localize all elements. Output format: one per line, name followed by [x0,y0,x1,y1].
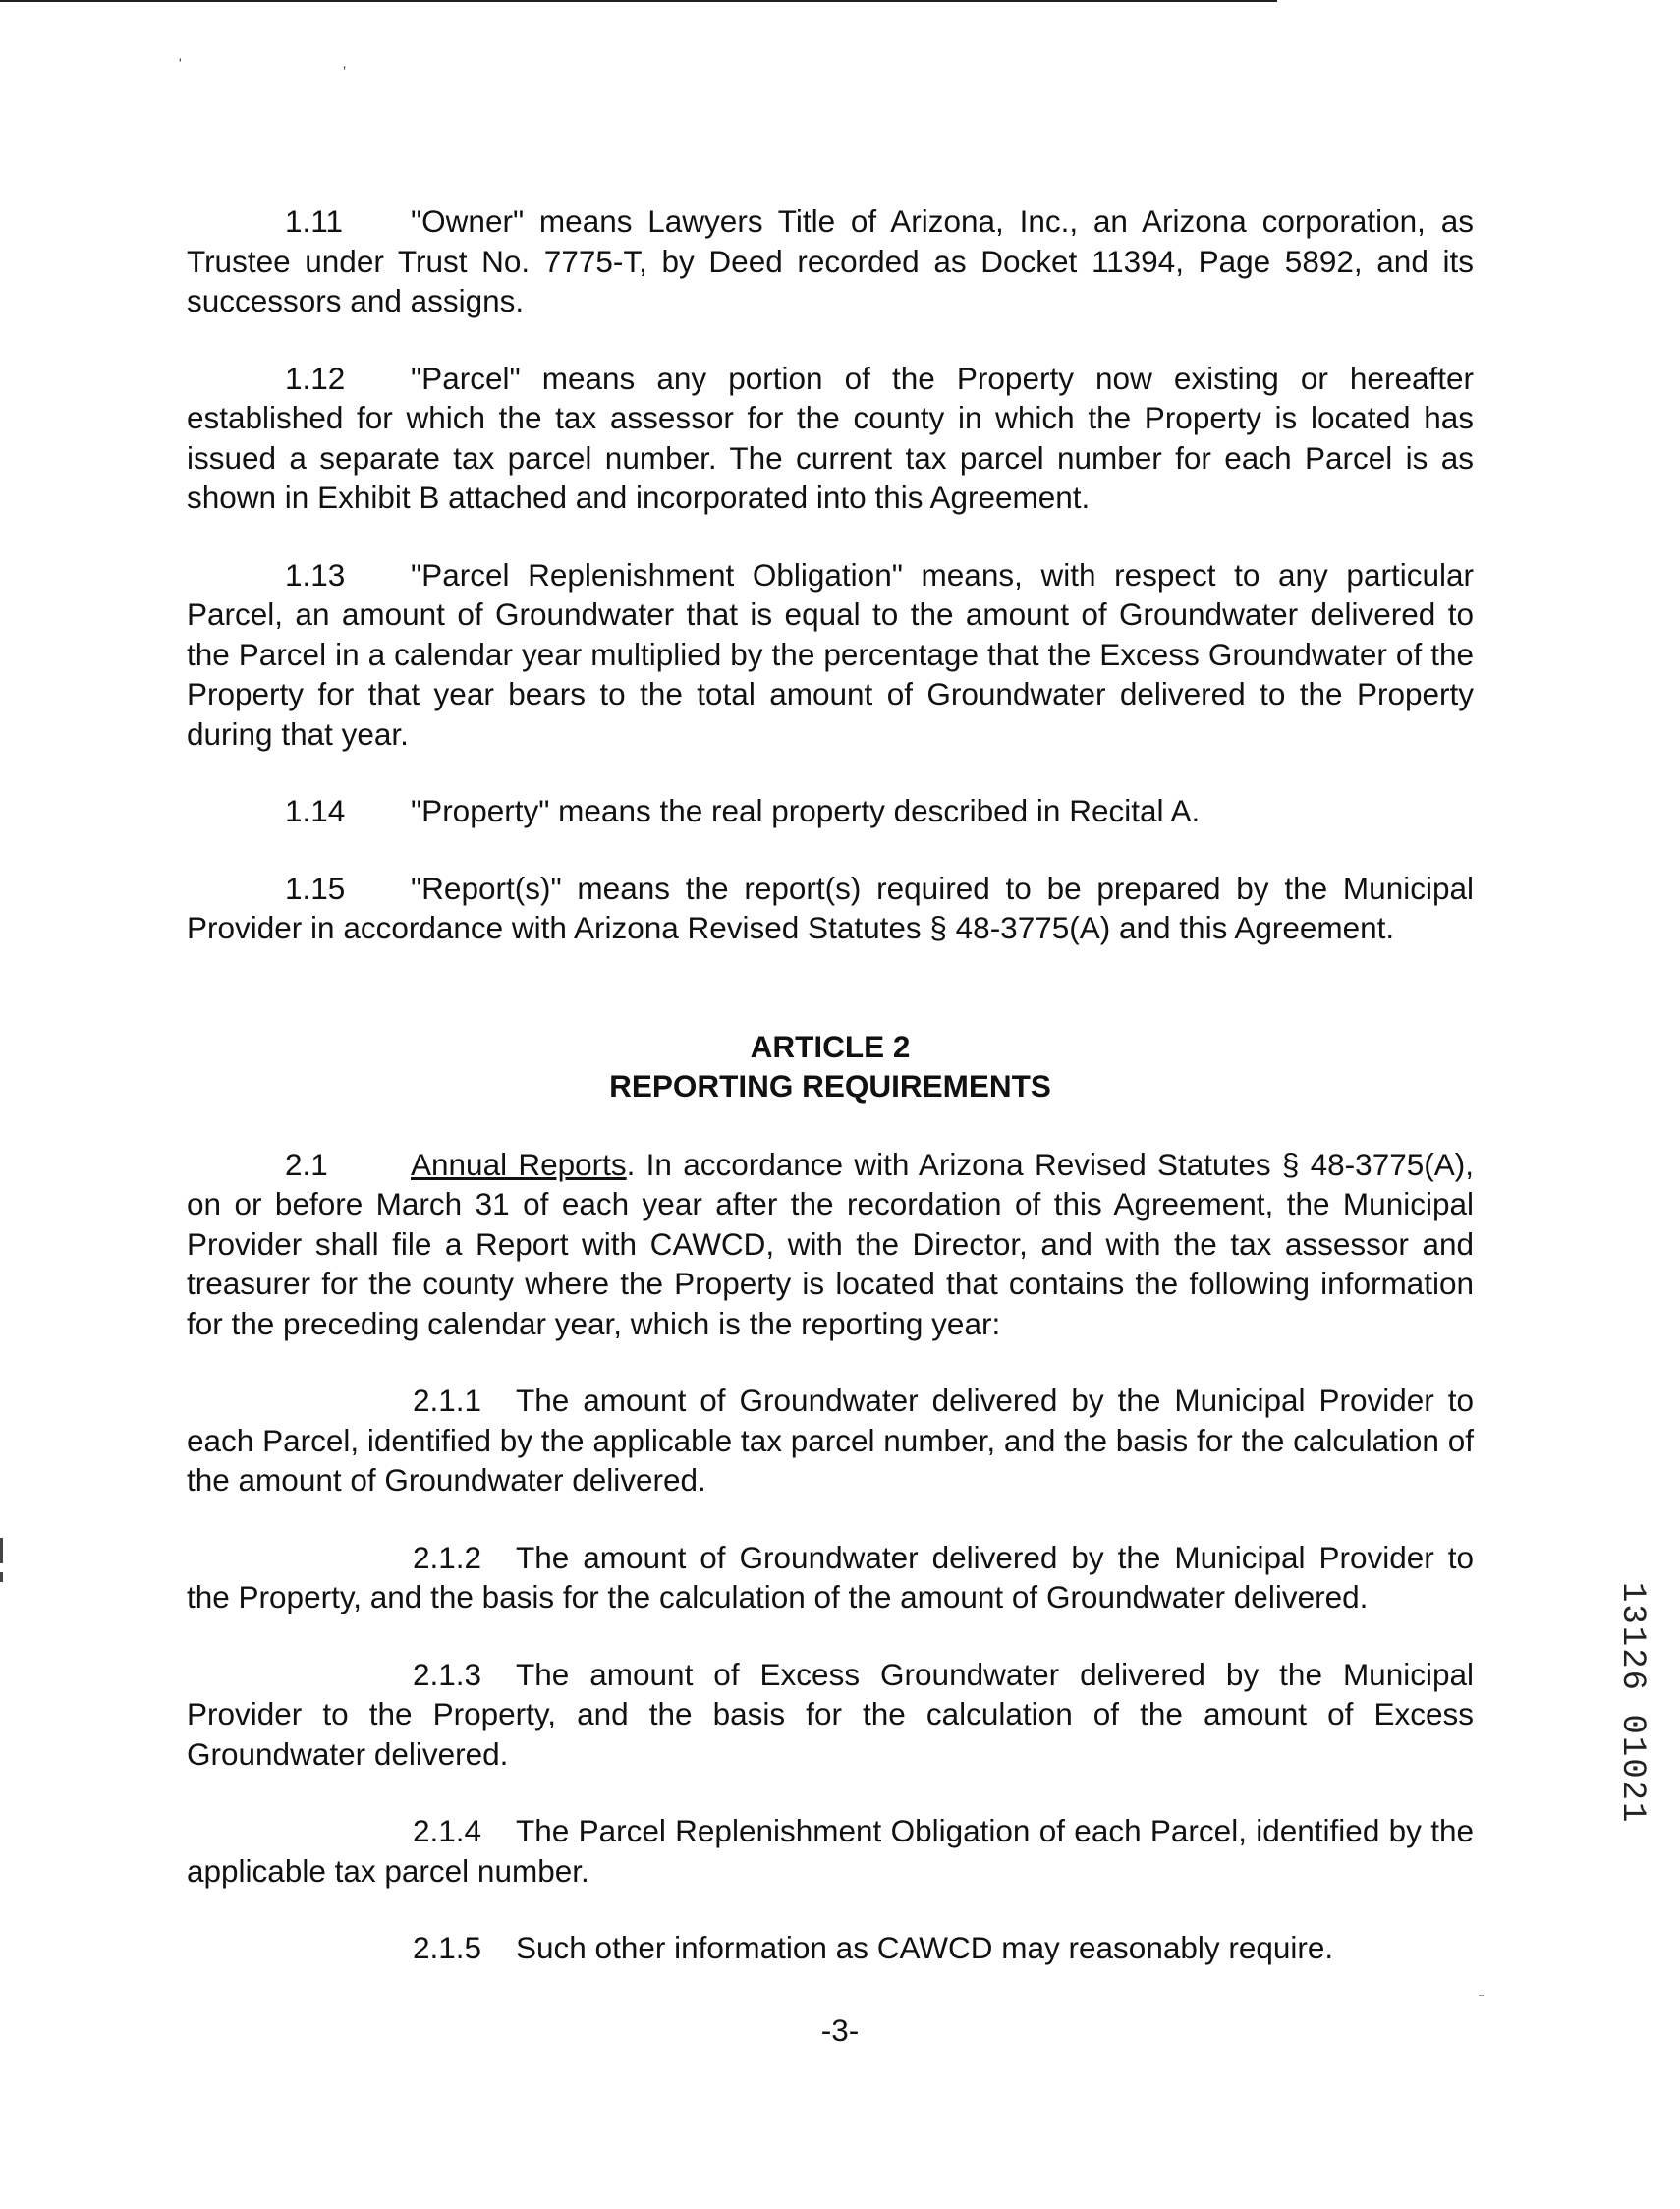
scan-dot [1479,1995,1484,1996]
document-body [187,201,1474,2006]
section-text: "Property" means the real property described in Recital A. [411,793,1201,828]
section-number: 1.12 [285,360,346,396]
subclause-text: The amount of Excess Groundwater delivered by the Municipal Provider to the Property, and the basis for the calculation of the amount of Excess Groundwater delivered. [187,1656,1474,1772]
section-1-13 [187,555,1474,755]
subclause-text: The Parcel Replenishment Obligation of each Parcel, identified by the applicable tax parcel number. [187,1813,1474,1889]
section-1-15 [187,869,1474,948]
top-scan-rule [0,0,1277,2]
recording-stamp: 13126 01021 [1613,1582,1651,1825]
article-number: ARTICLE 2 [750,1028,911,1064]
subclause-text: The amount of Groundwater delivered by the Municipal Provider to the Property, and the basis for the calculation of the amount of Groundwater delivered. [187,1539,1474,1614]
section-text: "Parcel Replenishment Obligation" means, with respect to any particular Parcel, an amount of Groundwater that is equal to the amount of Groundwater delivered to the Parcel in a calendar year multiplied by the percentage that the Excess Groundwater of the Property for that year bears to the total amount of Groundwater delivered to the Property during that year. [187,556,1474,752]
left-scan-tick [0,1572,3,1582]
section-1-12 [187,359,1474,518]
section-1-14 [187,791,1474,831]
section-text: "Report(s)" means the report(s) required to be prepared by the Municipal Provider in accordance with Arizona Revised Statutes § 48-3775(A) and this Agreement. [187,870,1474,945]
article-title: REPORTING REQUIREMENTS [609,1067,1051,1104]
subclause-text: Such other information as CAWCD may reasonably require. [516,1930,1334,1965]
subclause-number: 2.1.2 [413,1539,482,1575]
section-1-11 [187,201,1474,321]
section-number: 1.15 [285,870,346,906]
left-scan-tick [0,1538,3,1563]
clause-caption: Annual Reports [411,1146,627,1182]
section-number: 1.11 [285,203,343,239]
subclause-2-1-3 [187,1655,1474,1775]
subclause-2-1-4 [187,1811,1474,1891]
subclause-text: The amount of Groundwater delivered by the Municipal Provider to each Parcel, identified by the applicable tax parcel number, and the basis for the calculation of the amount of Groundwater delivered. [187,1383,1474,1498]
subclause-2-1-5 [187,1928,1474,1968]
subclause-2-1-1 [187,1381,1474,1501]
clause-text: . In accordance with Arizona Revised Statutes § 48-3775(A), on or before March 31 of each year after the recordation of this Agreement, the Municipal Provider shall file a Report with CAWCD, with the Director, and with the tax assessor and treasurer for the county where the Property is located that contains the following information for the preceding calendar year, which is the reporting year: [187,1146,1474,1341]
subclause-number: 2.1.1 [413,1383,482,1418]
scan-specks: ' , [179,55,425,71]
subclause-2-1-2 [187,1538,1474,1617]
page-number: -3- [820,2012,860,2048]
section-number: 1.13 [285,556,346,593]
section-text: "Parcel" means any portion of the Property now existing or hereafter established for which the tax assessor for the county in which the Property is located has issued a separate tax parcel number. The current tax parcel number for each Parcel is as shown in Exhibit B attached and incorporated into this Agreement. [187,360,1474,515]
subclause-number: 2.1.3 [413,1656,482,1692]
subclause-number: 2.1.4 [413,1813,482,1848]
subclause-number: 2.1.5 [413,1930,482,1965]
clause-2-1 [187,1145,1474,1344]
article-heading [187,1027,1474,1105]
section-text: "Owner" means Lawyers Title of Arizona, Inc., an Arizona corporation, as Trustee under Trust No. 7775-T, by Deed recorded as Docket 11394, Page 5892, and its successors and assigns. [187,203,1474,318]
section-number: 1.14 [285,793,346,828]
clause-number: 2.1 [285,1146,328,1182]
